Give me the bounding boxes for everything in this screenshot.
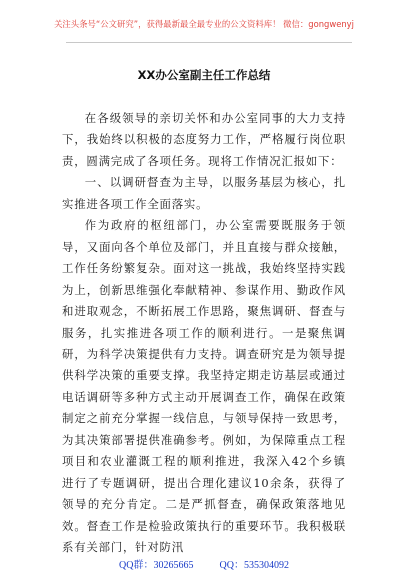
paragraph-section-heading: 一、以调研督查为主导，以服务基层为核心，扎实推进各项工作全面落实。 — [62, 175, 346, 211]
header-divider — [66, 42, 352, 43]
paragraph-body: 作为政府的枢纽部门，办公室需要既服务于领导，又面向各个单位及部门，并且直接与群众接触，工作任务纷繁复杂。面对这一挑战，我始终坚持实践为上，创新思维强化奉献精神、参谋作用、勤政作风和进取观念，不断拓展工作思路，聚焦调研、督查与服务，扎实推进各项工作的顺利进行。一是聚焦调研，为科学决策提供有力支持。调查研究是为领导提供科学决策的重要支撑。我坚持定期走访基层或通过电话调研等多种方式主动开展调查工作，确保在政策制定之前充分掌握一线信息，与领导保持一致思考，为其决策部署提供准确参考。例如，为保障重点工程项目和农业灌溉工程的顺利推进，我深入42个乡镇进行了专题调研，提出合理化建议10余条，获得了领导的充分肯定。二是严抓督查，确保政策落地见效。督查工作是检验政策执行的重要环节。我积极联系有关部门，针对防汛 — [62, 218, 346, 555]
qq-number: QQ：535304092 — [219, 560, 289, 571]
document-body — [62, 108, 346, 559]
document-title: XX办公室副主任工作总结 — [137, 68, 271, 82]
promo-banner: 关注头条号“公文研究”，获得最新最全最专业的公文资料库！ 微信：gongwenyj — [54, 19, 354, 29]
qq-group-number: QQ群：30265665 — [119, 560, 194, 571]
footer-contact — [0, 556, 408, 574]
paragraph-intro: 在各级领导的亲切关怀和办公室同事的大力支持下，我始终以积极的态度努力工作，严格履行岗位职责，圆满完成了各项任务。现将工作情况汇报如下： — [62, 111, 346, 168]
